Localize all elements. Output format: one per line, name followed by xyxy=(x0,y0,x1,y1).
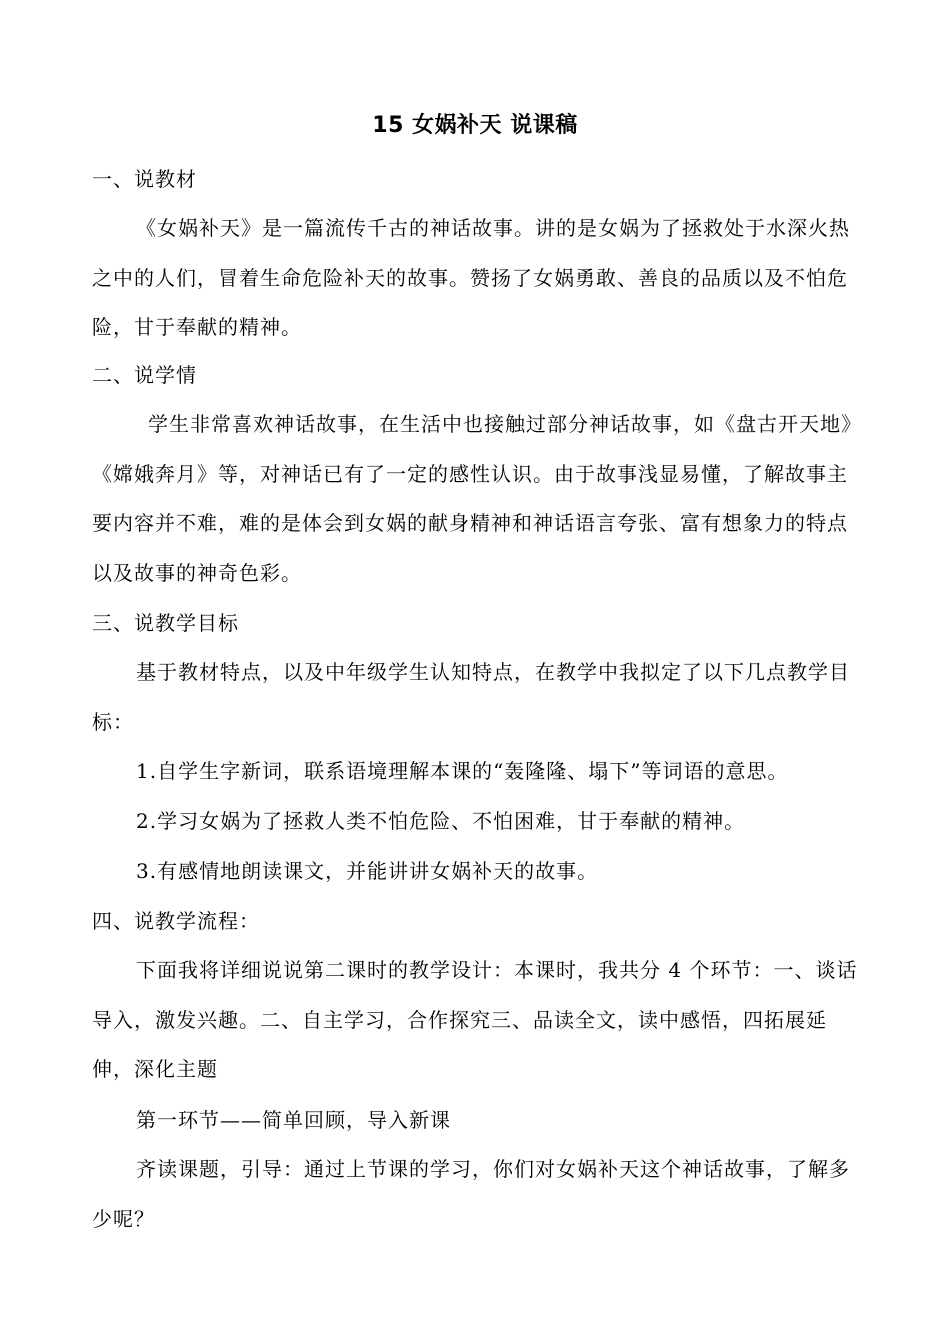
document-title: 15 女娲补天 说课稿 xyxy=(372,113,578,138)
objective-item-3: 3.有感情地朗读课文，并能讲讲女娲补天的故事。 xyxy=(136,859,599,883)
paragraph-students: 学生非常喜欢神话故事，在生活中也接触过部分神话故事，如《盘古开天地》《嫦娥奔月》等，对神话已有了一定的感性认识。由于故事浅显易懂，了解故事主要内容并不难，难的是体会到女娲的献身精神和神话语言夸张、富有想象力的特点以及故事的神奇色彩。 xyxy=(92,412,862,585)
paragraph-step-one-body: 齐读课题，引导：通过上节课的学习，你们对女娲补天这个神话故事，了解多少呢？ xyxy=(92,1157,850,1231)
paragraph-objectives-intro: 基于教材特点，以及中年级学生认知特点，在教学中我拟定了以下几点教学目标： xyxy=(92,660,850,734)
section-heading-students: 二、说学情 xyxy=(92,363,197,387)
paragraph-process-overview: 下面我将详细说说第二课时的教学设计：本课时，我共分 4 个环节：一、谈话导入，激发兴趣。二、自主学习，合作探究三、品读全文，读中感悟，四拓展延伸，深化主题 xyxy=(92,958,858,1081)
objective-item-2: 2.学习女娲为了拯救人类不怕危险、不怕困难，甘于奉献的精神。 xyxy=(136,809,746,833)
section-heading-material: 一、说教材 xyxy=(92,167,197,191)
section-heading-objectives: 三、说教学目标 xyxy=(92,611,239,635)
paragraph-material: 《女娲补天》是一篇流传千古的神话故事。讲的是女娲为了拯救处于水深火热之中的人们，冒着生命危险补天的故事。赞扬了女娲勇敢、善良的品质以及不怕危险，甘于奉献的精神。 xyxy=(92,216,850,339)
objective-item-1: 1.自学生字新词，联系语境理解本课的“轰隆隆、塌下”等词语的意思。 xyxy=(136,759,789,783)
section-heading-process: 四、说教学流程： xyxy=(92,909,260,933)
paragraph-step-one-title: 第一环节——简单回顾，导入新课 xyxy=(136,1108,451,1132)
